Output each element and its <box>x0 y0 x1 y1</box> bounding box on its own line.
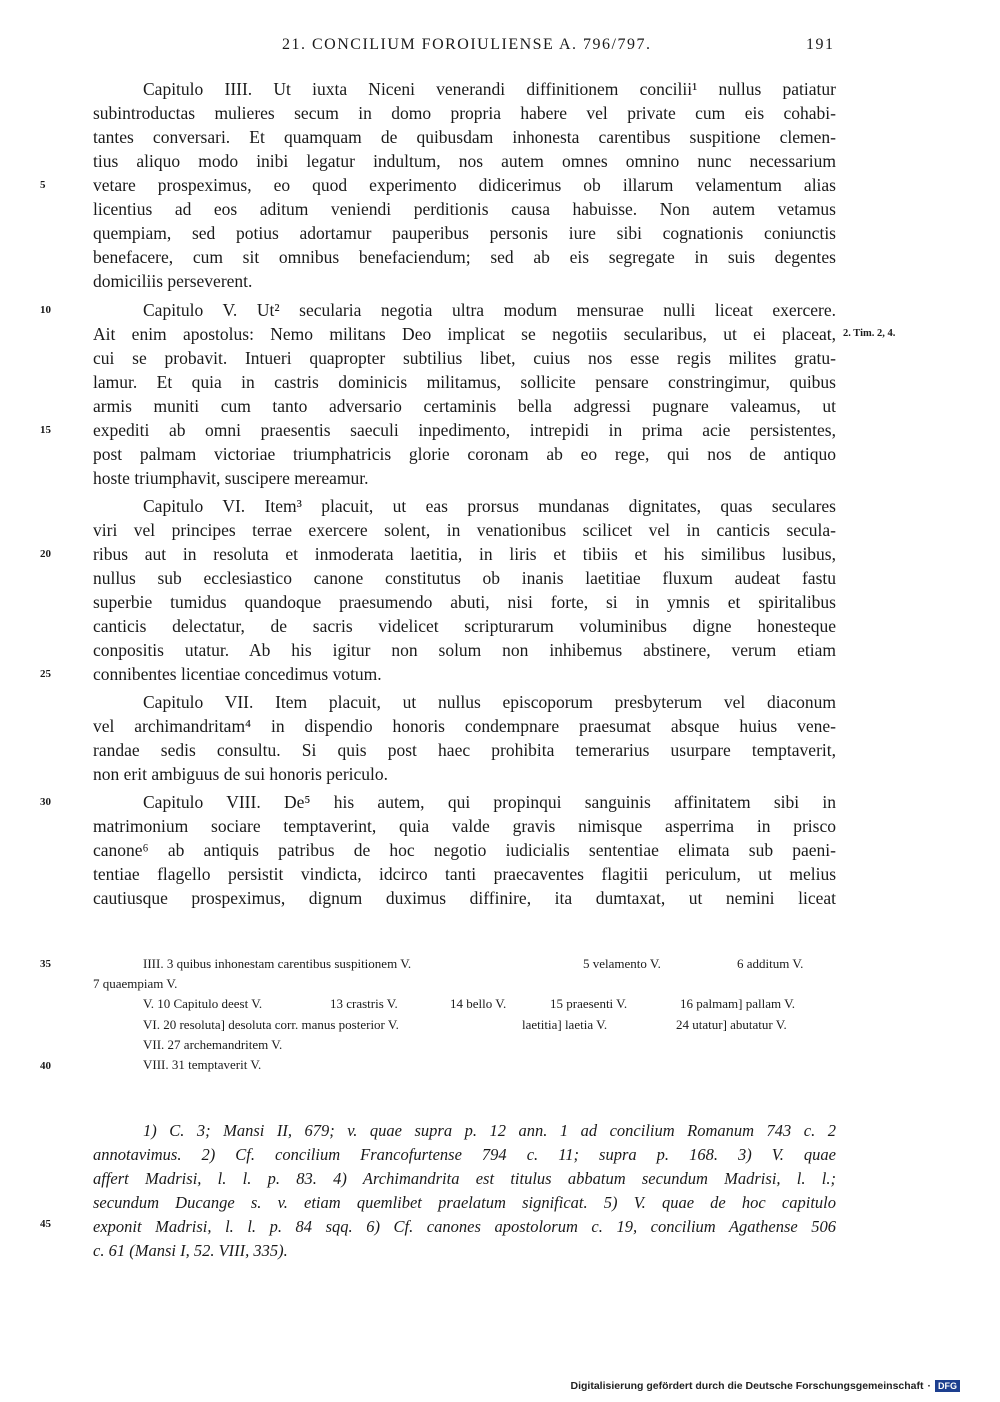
footnote-line: 1) C. 3; Mansi II, 679; v. quae supra p. 12 ann. 1 ad concilium Romanum 743 c. 2 <box>143 1121 836 1140</box>
text-line: matrimonium sociare temptaverint, quia valde gravis nimisque asperrima in prisco <box>93 816 836 836</box>
margin-reference: 2. Tim. 2, 4. <box>843 328 896 339</box>
text-line: benefacere, cum sit omnibus benefaciendum; sed ab eis segregate in suis degentes <box>93 247 836 267</box>
text-line: Capitulo VII. Item placuit, ut nullus episcoporum presbyterum vel diaconum <box>143 692 836 712</box>
text-line: non erit ambiguus de sui honoris periculo. <box>93 764 389 784</box>
text-line: Capitulo IIII. Ut iuxta Niceni venerandi diffinitionem concilii¹ nullus patiatur <box>143 79 836 99</box>
variant-reading: 16 palmam] pallam V. <box>680 996 796 1011</box>
text-line: randae sedis consultu. Si quis post haec prohibita temerarius usurpare temptaverit, <box>93 740 836 760</box>
variant-reading: VII. 27 archemandritem V. <box>143 1037 283 1052</box>
line-number: 20 <box>40 548 51 560</box>
text-line: armis muniti cum tanto adversario certaminis bella adgressi pugnare valeamus, ut <box>93 396 836 416</box>
variant-reading: 13 crastris V. <box>330 996 398 1011</box>
line-number: 10 <box>40 304 51 316</box>
variant-reading: IIII. 3 quibus inhonestam carentibus suspitionem V. <box>143 956 412 971</box>
text-line: connibentes licentiae concedimus votum. <box>93 664 382 684</box>
line-number: 30 <box>40 796 51 808</box>
variant-reading: 7 quaempiam V. <box>93 976 178 991</box>
text-line: superbie tumidus quandoque praesumendo abuti, nisi forte, si in ymnis et spiritalibus <box>93 592 836 612</box>
footnote-line: exponit Madrisi, l. l. p. 84 sqq. 6) Cf. canones apostolorum c. 19, concilium Agathense 506 <box>93 1217 836 1236</box>
credit-text: Digitalisierung gefördert durch die Deutsche Forschungsgemeinschaft <box>570 1380 924 1392</box>
footnote-line: annotavimus. 2) Cf. concilium Francofurtense 794 c. 11; supra p. 168. 3) V. quae <box>93 1145 836 1164</box>
text-line: licentius ad eos aditum veniendi perditionis causa habuisse. Non autem vetamus <box>93 199 836 219</box>
text-line: Capitulo VIII. De⁵ his autem, qui propinqui sanguinis affinitatem sibi in <box>143 792 836 812</box>
text-line: canone⁶ ab antiquis patribus de hoc negotio iudicialis sententiae elimata sub paeni- <box>93 840 836 860</box>
variant-reading: 24 utatur] abutatur V. <box>676 1017 787 1032</box>
line-number: 45 <box>40 1218 51 1230</box>
text-line: post palmam victoriae triumphatricis glorie coronam ab eo rege, qui nos de antiquo <box>93 444 836 464</box>
text-line: cui se probavit. Intueri quapropter subtilius libet, cuius nos esse regis milites gratu- <box>93 348 836 368</box>
text-line: vetare prospeximus, eo quod experimento didicerimus ob illarum velamentum alias <box>93 175 836 195</box>
text-line: ribus aut in resoluta et inmoderata laetitia, in liris et tibiis et his similibus lusibus, <box>93 544 836 564</box>
variant-reading: 15 praesenti V. <box>550 996 628 1011</box>
text-line: quempiam, sed potius adortamur pauperibus personis iure sibi cognationis coniunctis <box>93 223 836 243</box>
text-line: tentiae flagello persistit vindicta, idcirco tanti praecaventes flagitii periculum, ut melius <box>93 864 836 884</box>
text-line: Capitulo V. Ut² secularia negotia ultra modum mensurae nulli liceat exercere. <box>143 300 836 320</box>
text-line: lamur. Et quia in castris dominicis militamus, sollicite pensare constringimur, quibus <box>93 372 836 392</box>
text-line: cautiusque prospeximus, dignum duximus diffinire, ita dumtaxat, ut nemini liceat <box>93 888 836 908</box>
text-line: conpositis utatur. Ab his igitur non solum non inhibemus abstinere, verum etiam <box>93 640 836 660</box>
variant-reading: 6 additum V. <box>737 956 804 971</box>
line-number: 25 <box>40 668 51 680</box>
text-line: nullus sub ecclesiastico canone constitutus ob inanis laetitiae fluxum audeat fastu <box>93 568 836 588</box>
running-title: 21. CONCILIUM FOROIULIENSE A. 796/797. <box>282 36 652 53</box>
variant-reading: VI. 20 resoluta] desoluta corr. manus posterior V. <box>143 1017 399 1032</box>
footnote-line: c. 61 (Mansi I, 52. VIII, 335). <box>93 1241 288 1260</box>
footnote-line: affert Madrisi, l. l. p. 83. 4) Archimandrita est titulus abbatum secundum Madrisi, l. l.; <box>93 1169 836 1188</box>
variant-reading: VIII. 31 temptaverit V. <box>143 1057 262 1072</box>
text-line: tantes conversari. Et quamquam de quibusdam inhonesta carentibus suspitione clemen- <box>93 127 836 147</box>
variant-reading: 14 bello V. <box>450 996 507 1011</box>
page-number: 191 <box>806 36 835 53</box>
text-line: viri vel principes terrae exercere solent, in venationibus scilicet vel in canticis secula- <box>93 520 836 540</box>
line-number: 40 <box>40 1060 51 1072</box>
text-line: tius aliquo modo inibi legatur indultum, nos autem omnes omnino nunc necessarium <box>93 151 836 171</box>
dfg-logo: DFG <box>935 1380 960 1392</box>
text-line: canticis delectatur, de sacris videlicet scripturarum voluminibus digne honesteque <box>93 616 836 636</box>
text-line: Ait enim apostolus: Nemo militans Deo implicat se negotiis secularibus, ut ei placeat, <box>93 324 836 344</box>
text-line: expediti ab omni praesentis saeculi inpedimento, intrepidi in prima acie persistentes, <box>93 420 836 440</box>
variant-reading: laetitia] laetia V. <box>522 1017 608 1032</box>
variant-reading: 5 velamento V. <box>583 956 661 971</box>
line-number: 35 <box>40 958 51 970</box>
text-line: hoste triumphavit, suscipere mereamur. <box>93 468 369 488</box>
text-line: domiciliis perseverent. <box>93 271 253 291</box>
digitization-credit: Digitalisierung gefördert durch die Deutsche Forschungsgemeinschaft · DFG <box>571 1380 960 1392</box>
variant-reading: V. 10 Capitulo deest V. <box>143 996 263 1011</box>
text-line: Capitulo VI. Item³ placuit, ut eas prorsus mundanas dignitates, quas seculares <box>143 496 836 516</box>
line-number: 15 <box>40 424 51 436</box>
footnote-line: secundum Ducange s. v. etiam quemlibet praelatum significat. 5) V. quae de hoc capitulo <box>93 1193 836 1212</box>
text-line: vel archimandritam⁴ in dispendio honoris condempnare praesumat absque huius vene- <box>93 716 836 736</box>
line-number: 5 <box>40 179 46 191</box>
text-line: subintroductas mulieres secum in domo propria habere vel private cum eis cohabi- <box>93 103 836 123</box>
